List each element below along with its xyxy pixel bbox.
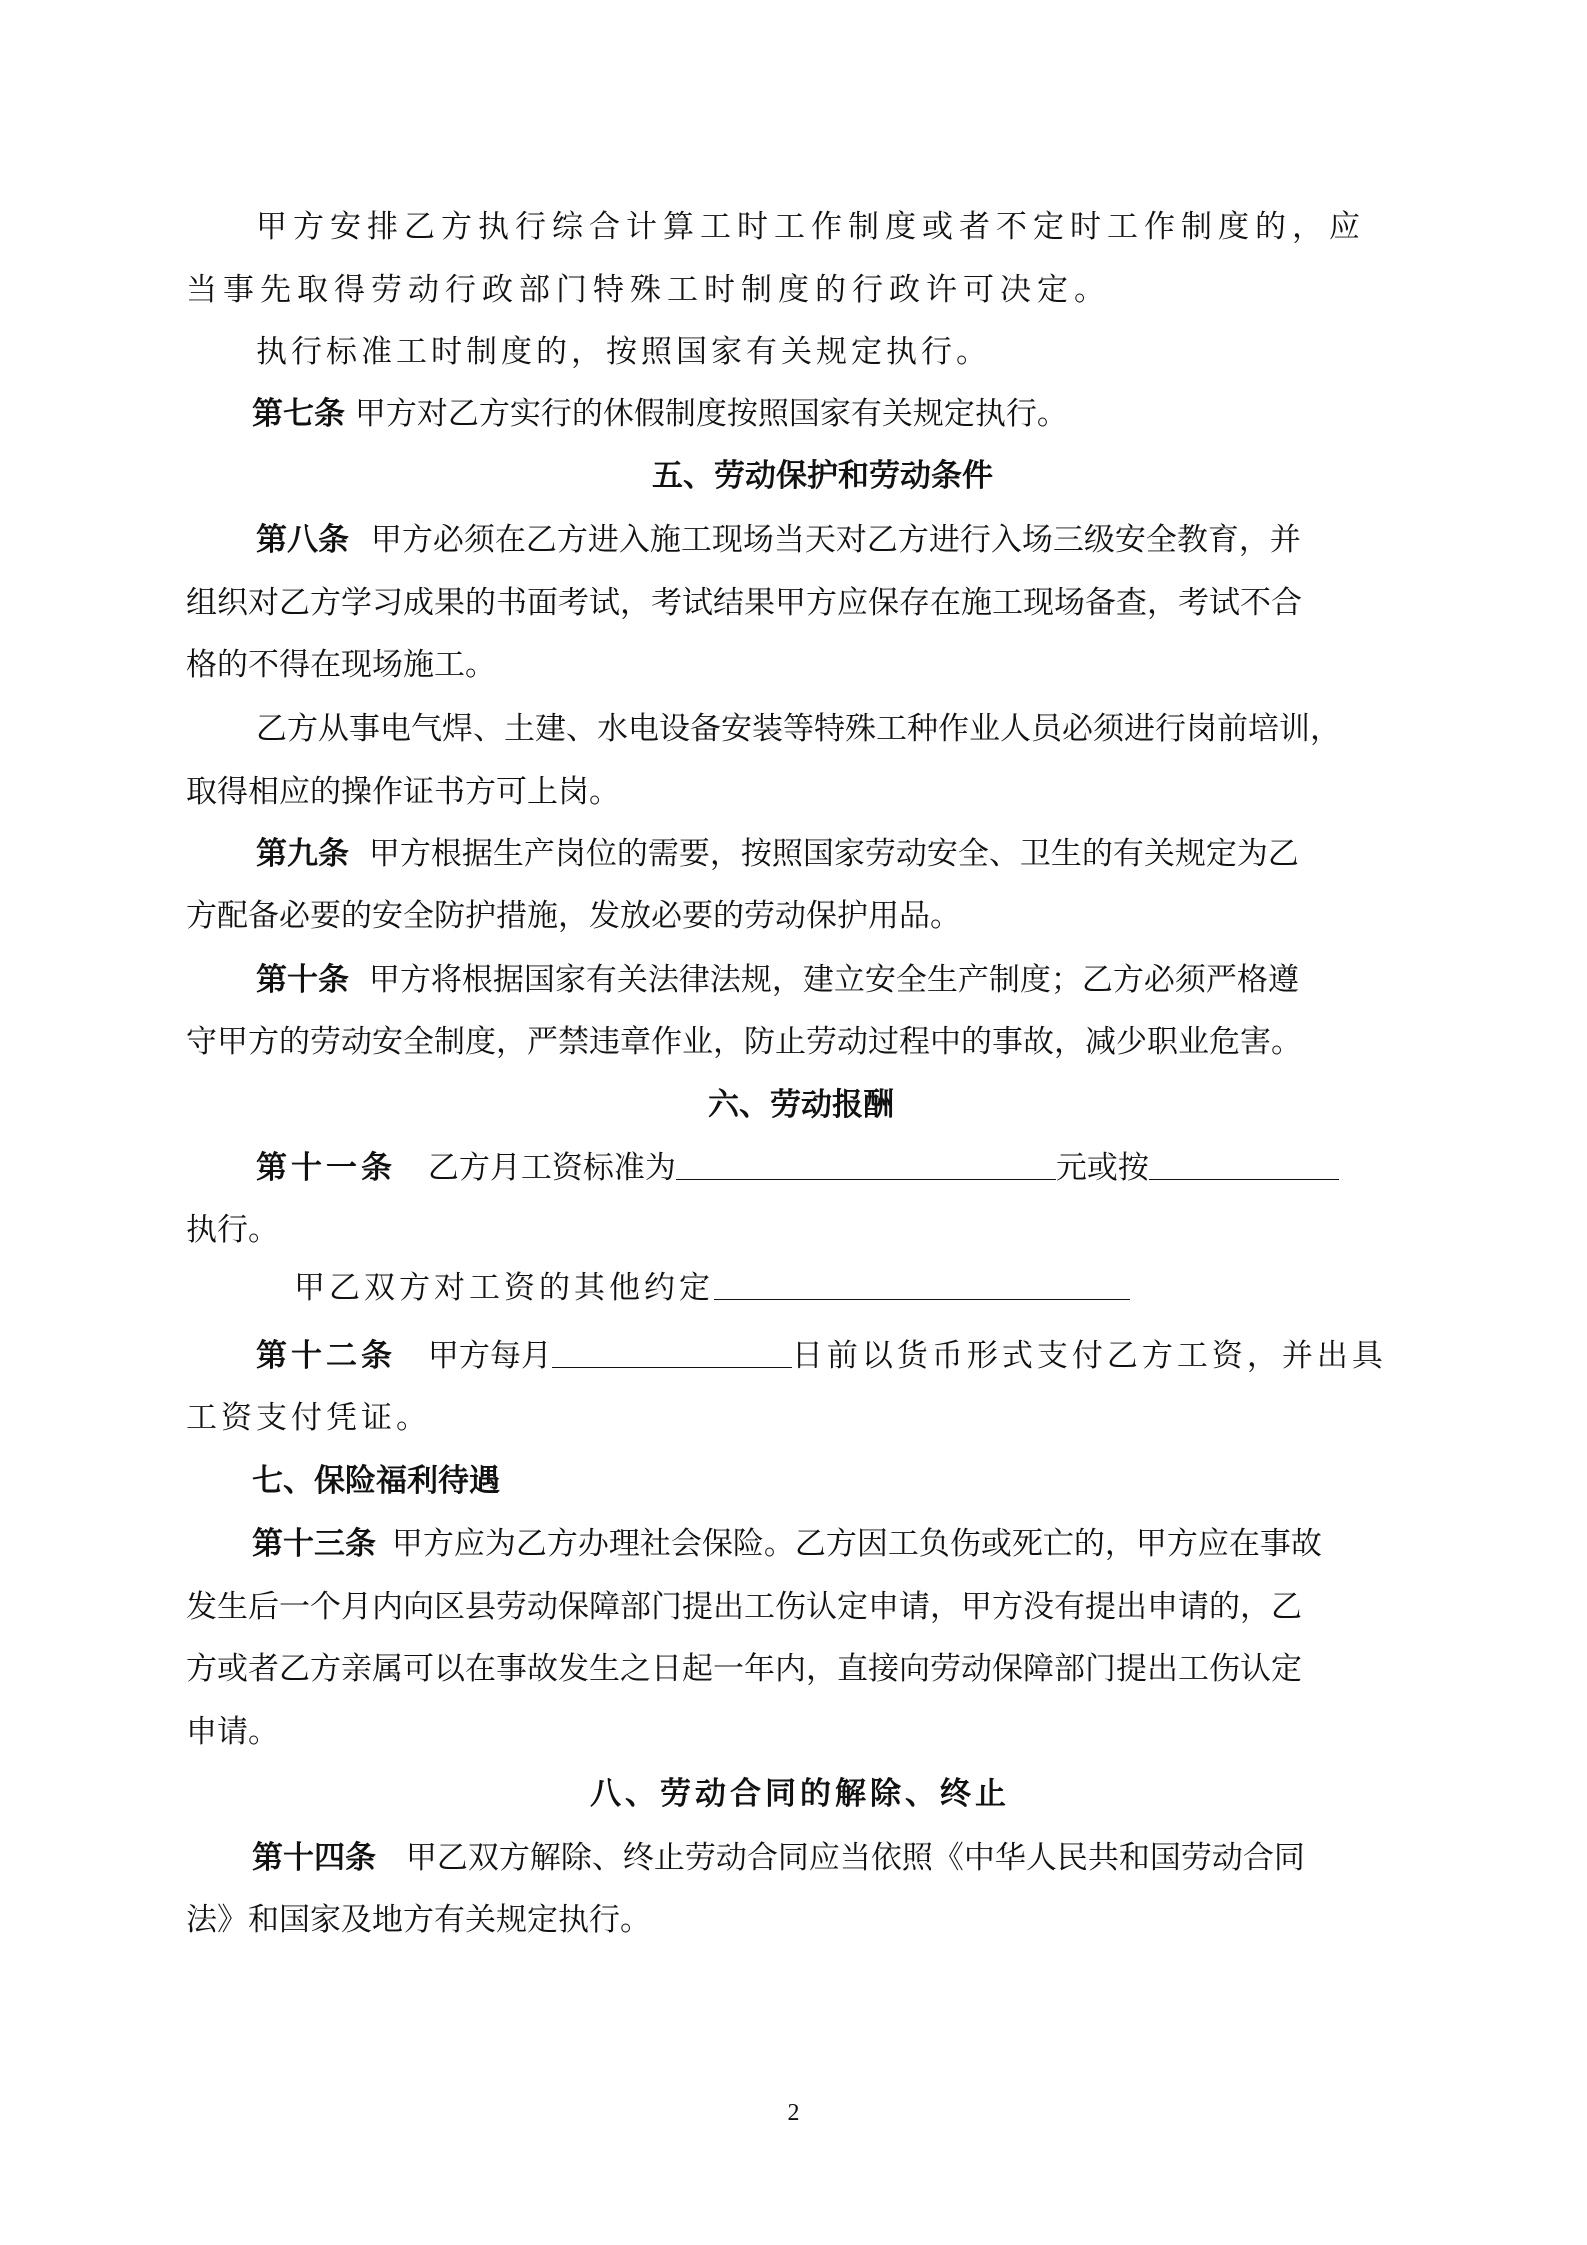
paragraph-line: 组织对乙方学习成果的书面考试，考试结果甲方应保存在施工现场备查，考试不合 [186,585,1302,621]
paragraph-line: 申请。 [186,1714,279,1750]
article-13 [252,1524,1322,1564]
paragraph-line: 执行。 [186,1212,279,1248]
article-label: 第十条 [256,962,349,998]
article-11 [256,1148,1339,1188]
article-7 [252,394,1068,434]
article-14 [252,1838,1305,1878]
article-text: 甲方根据生产岗位的需要，按照国家劳动安全、卫生的有关规定为乙 [368,836,1299,872]
article-9 [256,834,1299,874]
article-label: 第十二条 [256,1338,396,1374]
salary-basis-blank[interactable] [1149,1149,1339,1180]
other-agreement-line [294,1268,1130,1308]
article-12 [256,1336,1387,1376]
paragraph-line: 发生后一个月内向区县劳动保障部门提出工伤认定申请，甲方没有提出申请的，乙 [186,1589,1302,1625]
paragraph-line: 方或者乙方亲属可以在事故发生之日起一年内，直接向劳动保障部门提出工伤认定 [186,1651,1302,1687]
article-text: 甲方每月 [427,1338,552,1374]
page-number: 2 [787,2100,800,2126]
article-text: 日前以货币形式支付乙方工资，并出具 [791,1338,1387,1374]
section-heading: 六、劳动报酬 [708,1087,894,1123]
other-agreement-label: 甲乙双方对工资的其他约定 [294,1270,714,1306]
article-text: 甲乙双方解除、终止劳动合同应当依照《中华人民共和国劳动合同 [405,1840,1305,1876]
section-heading: 七、保险福利待遇 [252,1463,500,1499]
paragraph-line: 乙方从事电气焊、土建、水电设备安装等特殊工种作业人员必须进行岗前培训， [256,711,1341,747]
article-text: 甲方对乙方实行的休假制度按照国家有关规定执行。 [354,396,1068,432]
paragraph-line: 方配备必要的安全防护措施，发放必要的劳动保护用品。 [186,898,961,934]
article-label: 第九条 [256,836,349,872]
paragraph-line: 当事先取得劳动行政部门特殊工时制度的行政许可决定。 [186,272,1111,308]
section-heading: 五、劳动保护和劳动条件 [652,458,993,494]
article-text: 甲方将根据国家有关法律法规，建立安全生产制度；乙方必须严格遵 [368,962,1299,998]
article-text: 甲方应为乙方办理社会保险。乙方因工负伤或死亡的，甲方应在事故 [391,1526,1322,1562]
paragraph-line: 甲方安排乙方执行综合计算工时工作制度或者不定时工作制度的，应 [256,209,1366,245]
pay-day-blank[interactable] [552,1337,792,1368]
paragraph-line: 取得相应的操作证书方可上岗。 [186,774,620,810]
paragraph-line: 工资支付凭证。 [186,1400,431,1436]
article-10 [256,960,1299,1000]
article-8 [256,520,1301,560]
article-text: 甲方必须在乙方进入施工现场当天对乙方进行入场三级安全教育，并 [370,522,1301,558]
paragraph-line: 格的不得在现场施工。 [186,647,496,683]
paragraph-line: 守甲方的劳动安全制度，严禁违章作业，防止劳动过程中的事故，减少职业危害。 [186,1024,1302,1060]
section-heading: 八、劳动合同的解除、终止 [590,1776,1010,1812]
article-label: 第十四条 [252,1840,376,1876]
article-label: 第七条 [252,396,345,432]
article-text: 乙方月工资标准为 [427,1150,676,1186]
other-agreement-blank[interactable] [714,1269,1130,1300]
article-label: 第八条 [256,522,349,558]
paragraph-line: 法》和国家及地方有关规定执行。 [186,1902,651,1938]
paragraph-line: 执行标准工时制度的，按照国家有关规定执行。 [256,334,991,370]
article-label: 第十三条 [252,1526,376,1562]
article-text: 元或按 [1055,1150,1149,1186]
salary-amount-blank[interactable] [676,1149,1056,1180]
article-label: 第十一条 [256,1150,396,1186]
